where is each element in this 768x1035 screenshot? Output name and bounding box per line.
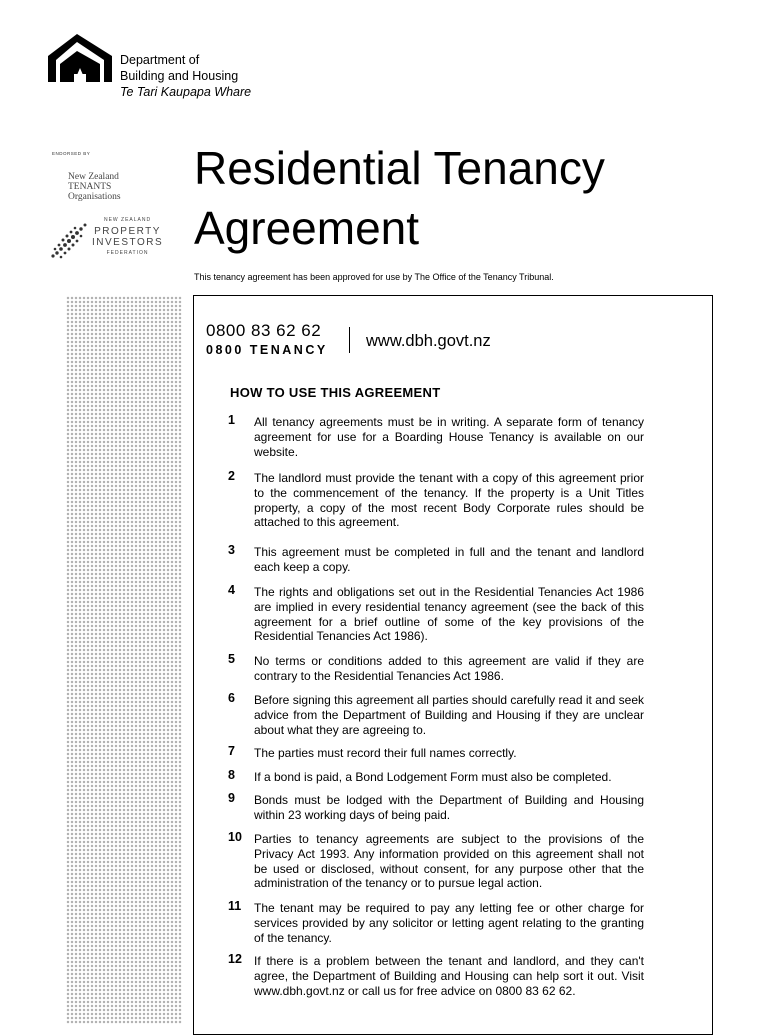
- nzto-line-2: TENANTS: [68, 182, 112, 192]
- page-title-line-1: Residential Tenancy: [194, 142, 605, 194]
- department-maori-name: Te Tari Kaupapa Whare: [120, 85, 252, 99]
- nzto-line-1: New Zealand: [68, 172, 119, 182]
- contact-divider: [349, 327, 350, 353]
- endorsed-by-label: ENDORSED BY: [52, 151, 91, 156]
- list-item-number: 8: [228, 768, 235, 782]
- list-item-number: 2: [228, 469, 235, 483]
- list-item-number: 1: [228, 413, 235, 427]
- nz-property-investors-federation-logo: [92, 215, 163, 259]
- list-item-number: 11: [228, 899, 242, 913]
- list-item-number: 10: [228, 830, 242, 844]
- department-name: [120, 52, 251, 100]
- nzpif-line-3: INVESTORS: [92, 237, 164, 248]
- list-item-text: If there is a problem between the tenant and landlord, and they can't agree, the Department of Building and Housing can help sort it out. Visit www.dbh.govt.nz or call us for free advice on 0800 83 62 62.: [254, 954, 644, 998]
- list-item-text: The rights and obligations set out in the Residential Tenancies Act 1986 are implied in every residential tenancy agreement (see the back of this agreement for a brief outline of some of the key provisions of the Residential Tenancies Act 1986).: [254, 585, 644, 644]
- approval-note: This tenancy agreement has been approved for use by The Office of the Tenancy Tribunal.: [194, 272, 554, 282]
- phone-word: 0800 TENANCY: [206, 343, 328, 357]
- dotted-margin-pattern: [66, 296, 182, 1024]
- list-item-number: 5: [228, 652, 235, 666]
- list-item-number: 9: [228, 791, 235, 805]
- nz-tenants-organisations-logo: [68, 172, 121, 202]
- website-link[interactable]: www.dbh.govt.nz: [366, 332, 491, 350]
- nzpif-line-1: NEW ZEALAND: [103, 217, 152, 223]
- nzto-line-3: Organisations: [68, 192, 121, 202]
- page-title-line-2: Agreement: [194, 202, 420, 254]
- list-item-text: Parties to tenancy agreements are subject to the provisions of the Privacy Act 1993. Any information provided on this agreement shall not be used or disclosed, without consent, for any purpose other that the administration of the tenancy or to pursue legal action.: [254, 832, 644, 891]
- list-item-text: Bonds must be lodged with the Department of Building and Housing within 23 working days of being paid.: [254, 793, 644, 822]
- department-line-2: Building and Housing: [120, 69, 239, 83]
- page-title: [194, 138, 605, 258]
- department-logo-icon: [48, 34, 112, 86]
- list-item-text: If a bond is paid, a Bond Lodgement Form must also be completed.: [254, 770, 612, 784]
- list-item-text: The landlord must provide the tenant with a copy of this agreement prior to the commencement of the tenancy. If the property is a Unit Titles property, a copy of the most recent Body Corporate rules should be attached to this agreement.: [254, 471, 644, 530]
- list-item-text: No terms or conditions added to this agreement are valid if they are contrary to the Residential Tenancies Act 1986.: [254, 654, 644, 683]
- list-item-text: The tenant may be required to pay any letting fee or other charge for services provided by any solicitor or letting agent relating to the granting of the tenancy.: [254, 901, 644, 945]
- list-item-number: 4: [228, 583, 235, 597]
- list-item-text: This agreement must be completed in full and the tenant and landlord each keep a copy.: [254, 545, 644, 574]
- list-item-text: The parties must record their full names correctly.: [254, 746, 517, 760]
- fern-leaf-icon: [50, 218, 90, 260]
- nzpif-line-4: FEDERATION: [106, 250, 149, 256]
- howto-heading: HOW TO USE THIS AGREEMENT: [230, 385, 441, 400]
- list-item-number: 7: [228, 744, 235, 758]
- list-item-text: Before signing this agreement all parties should carefully read it and seek advice from the Department of Building and Housing if they are unclear about what they are agreeing to.: [254, 693, 644, 737]
- list-item-number: 12: [228, 952, 242, 966]
- list-item-text: All tenancy agreements must be in writing. A separate form of tenancy agreement for use for a Boarding House Tenancy is available on our website.: [254, 415, 644, 459]
- department-line-1: Department of: [120, 53, 200, 67]
- phone-number: 0800 83 62 62: [206, 321, 322, 340]
- list-item-number: 6: [228, 691, 235, 705]
- nzpif-line-2: PROPERTY: [94, 226, 161, 237]
- list-item-number: 3: [228, 543, 235, 557]
